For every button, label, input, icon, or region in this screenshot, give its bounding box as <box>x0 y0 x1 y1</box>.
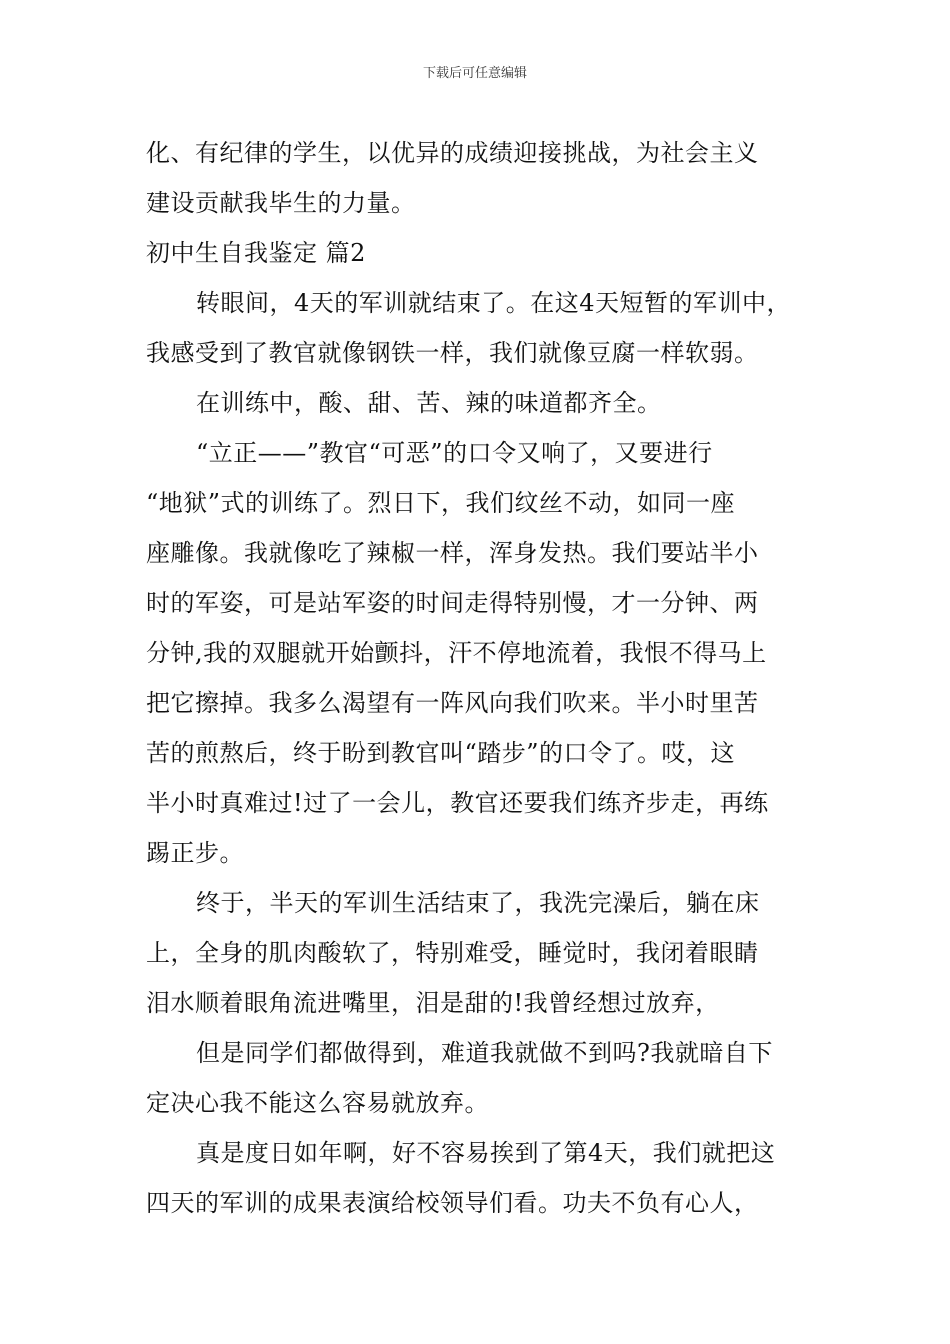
text-line: 时的军姿，可是站军姿的时间走得特别慢，才一分钟、两 <box>146 589 759 617</box>
text-line: 上，全身的肌肉酸软了，特别难受，睡觉时，我闭着眼睛 <box>146 939 759 967</box>
page-header: 下载后可任意编辑 <box>422 66 527 81</box>
text-line: 定决心我不能这么容易就放弃。 <box>146 1089 489 1117</box>
text-line: 四天的军训的成果表演给校领导们看。功夫不负有心人， <box>146 1189 759 1217</box>
text-line: 半小时真难过!过了一会儿，教官还要我们练齐步走，再练 <box>146 789 769 817</box>
paragraph-start: “立正——”教官“可恶”的口令又响了，又要进行 <box>196 439 713 467</box>
text-line: 分钟,我的双腿就开始颤抖，汗不停地流着，我恨不得马上 <box>146 639 767 667</box>
document-body <box>146 128 816 1228</box>
text-line: “地狱”式的训练了。烈日下，我们纹丝不动，如同一座 <box>146 489 736 517</box>
text-line: 苦的煎熬后，终于盼到教官叫“踏步”的口令了。哎，这 <box>146 739 736 767</box>
paragraph-start: 在训练中，酸、甜、苦、辣的味道都齐全。 <box>196 389 662 417</box>
text-line: 化、有纪律的学生，以优异的成绩迎接挑战，为社会主义 <box>146 139 759 167</box>
paragraph-start: 真是度日如年啊，好不容易挨到了第4天，我们就把这 <box>196 1139 776 1167</box>
text-line: 把它擦掉。我多么渴望有一阵风向我们吹来。半小时里苦 <box>146 689 759 717</box>
section-heading: 初中生自我鉴定 篇2 <box>146 239 366 267</box>
paragraph-start: 转眼间，4天的军训就结束了。在这4天短暂的军训中， <box>196 289 792 317</box>
paragraph-start: 终于，半天的军训生活结束了，我洗完澡后，躺在床 <box>196 889 760 917</box>
text-line: 座雕像。我就像吃了辣椒一样，浑身发热。我们要站半小 <box>146 539 759 567</box>
text-line: 泪水顺着眼角流进嘴里，泪是甜的!我曾经想过放弃， <box>146 989 720 1017</box>
text-line: 我感受到了教官就像钢铁一样，我们就像豆腐一样软弱。 <box>146 339 759 367</box>
text-line: 建设贡献我毕生的力量。 <box>146 189 416 217</box>
text-line: 踢正步。 <box>146 839 244 867</box>
paragraph-start: 但是同学们都做得到，难道我就做不到吗?我就暗自下 <box>196 1039 773 1067</box>
